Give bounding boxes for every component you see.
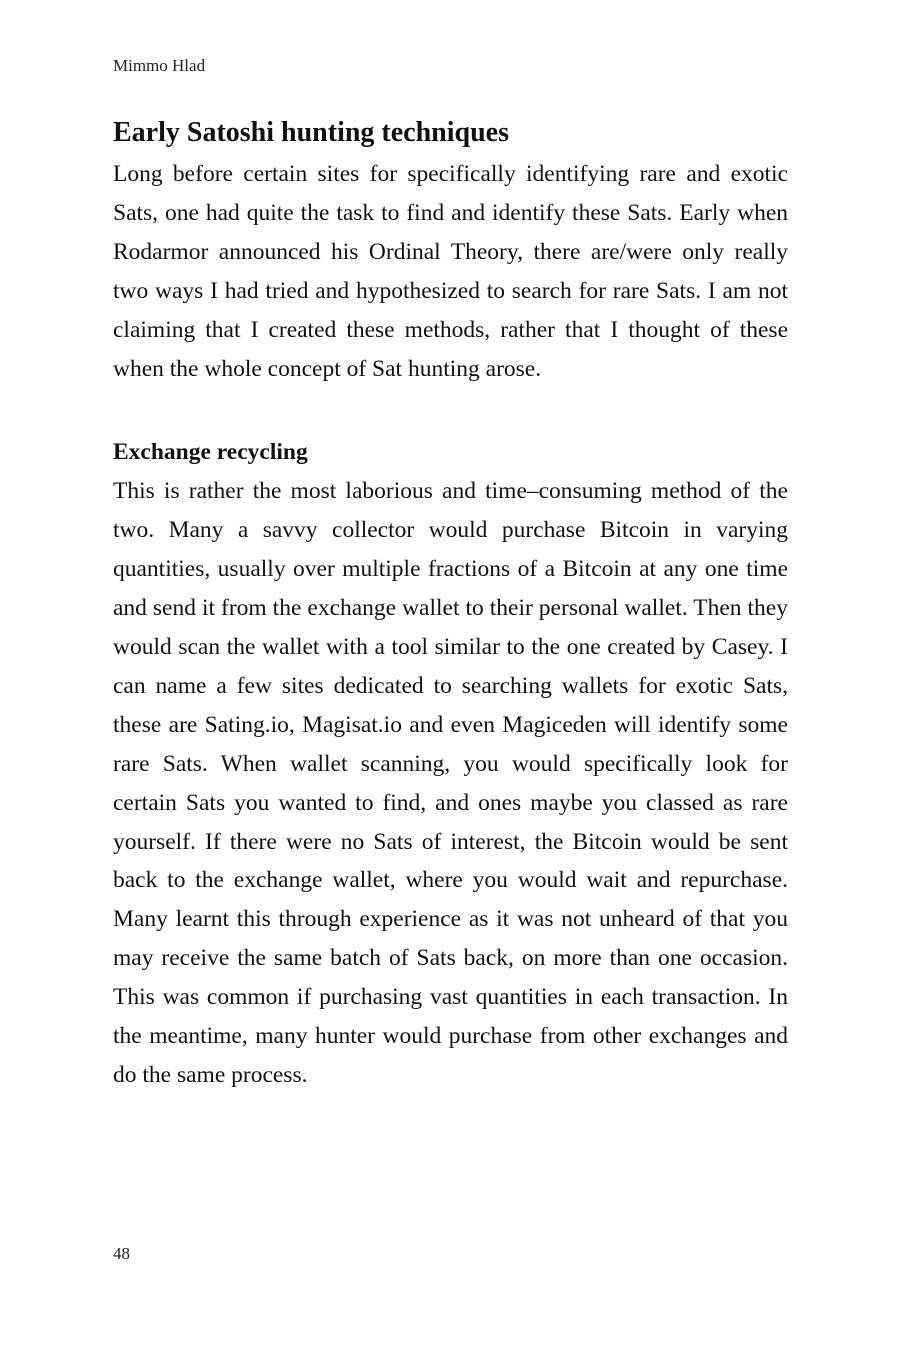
page-number: 48 — [113, 1244, 130, 1263]
section-title: Exchange recycling — [113, 439, 308, 466]
chapter-title: Early Satoshi hunting techniques — [113, 117, 509, 148]
running-header-author: Mimmo Hlad — [113, 56, 206, 75]
page-content — [113, 113, 788, 1095]
section-paragraph: This is rather the most laborious and time–consuming method of the two. Many a savvy collector would purchase Bitcoin in varying quantities, usually over multiple fractions of a Bitcoin at any one time and send it from the exchange wallet to their personal wallet. Then they would scan the wallet with a tool similar to the one created by Casey. I can name a few sites dedicated to searching wallets for exotic Sats, these are Sating.io, Magisat.io and even Magiceden will identify some rare Sats. When wallet scanning, you would specifically look for certain Sats you wanted to find, and ones maybe you classed as rare yourself. If there were no Sats of interest, the Bitcoin would be sent back to the exchange wallet, where you would wait and repurchase. Many learnt this through experience as it was not unheard of that you may receive the same batch of Sats back, on more than one occasion. This was common if purchasing vast quantities in each transaction. In the meantime, many hunter would purchase from other exchanges and do the same process. — [113, 478, 788, 1088]
intro-paragraph: Long before certain sites for specifically identifying rare and exotic Sats, one had quite the task to find and identify these Sats. Early when Rodarmor announced his Ordinal Theory, there are/were only really two ways I had tried and hypothesized to search for rare Sats. I am not claiming that I created these methods, rather that I thought of these when the whole concept of Sat hunting arose. — [113, 161, 788, 382]
